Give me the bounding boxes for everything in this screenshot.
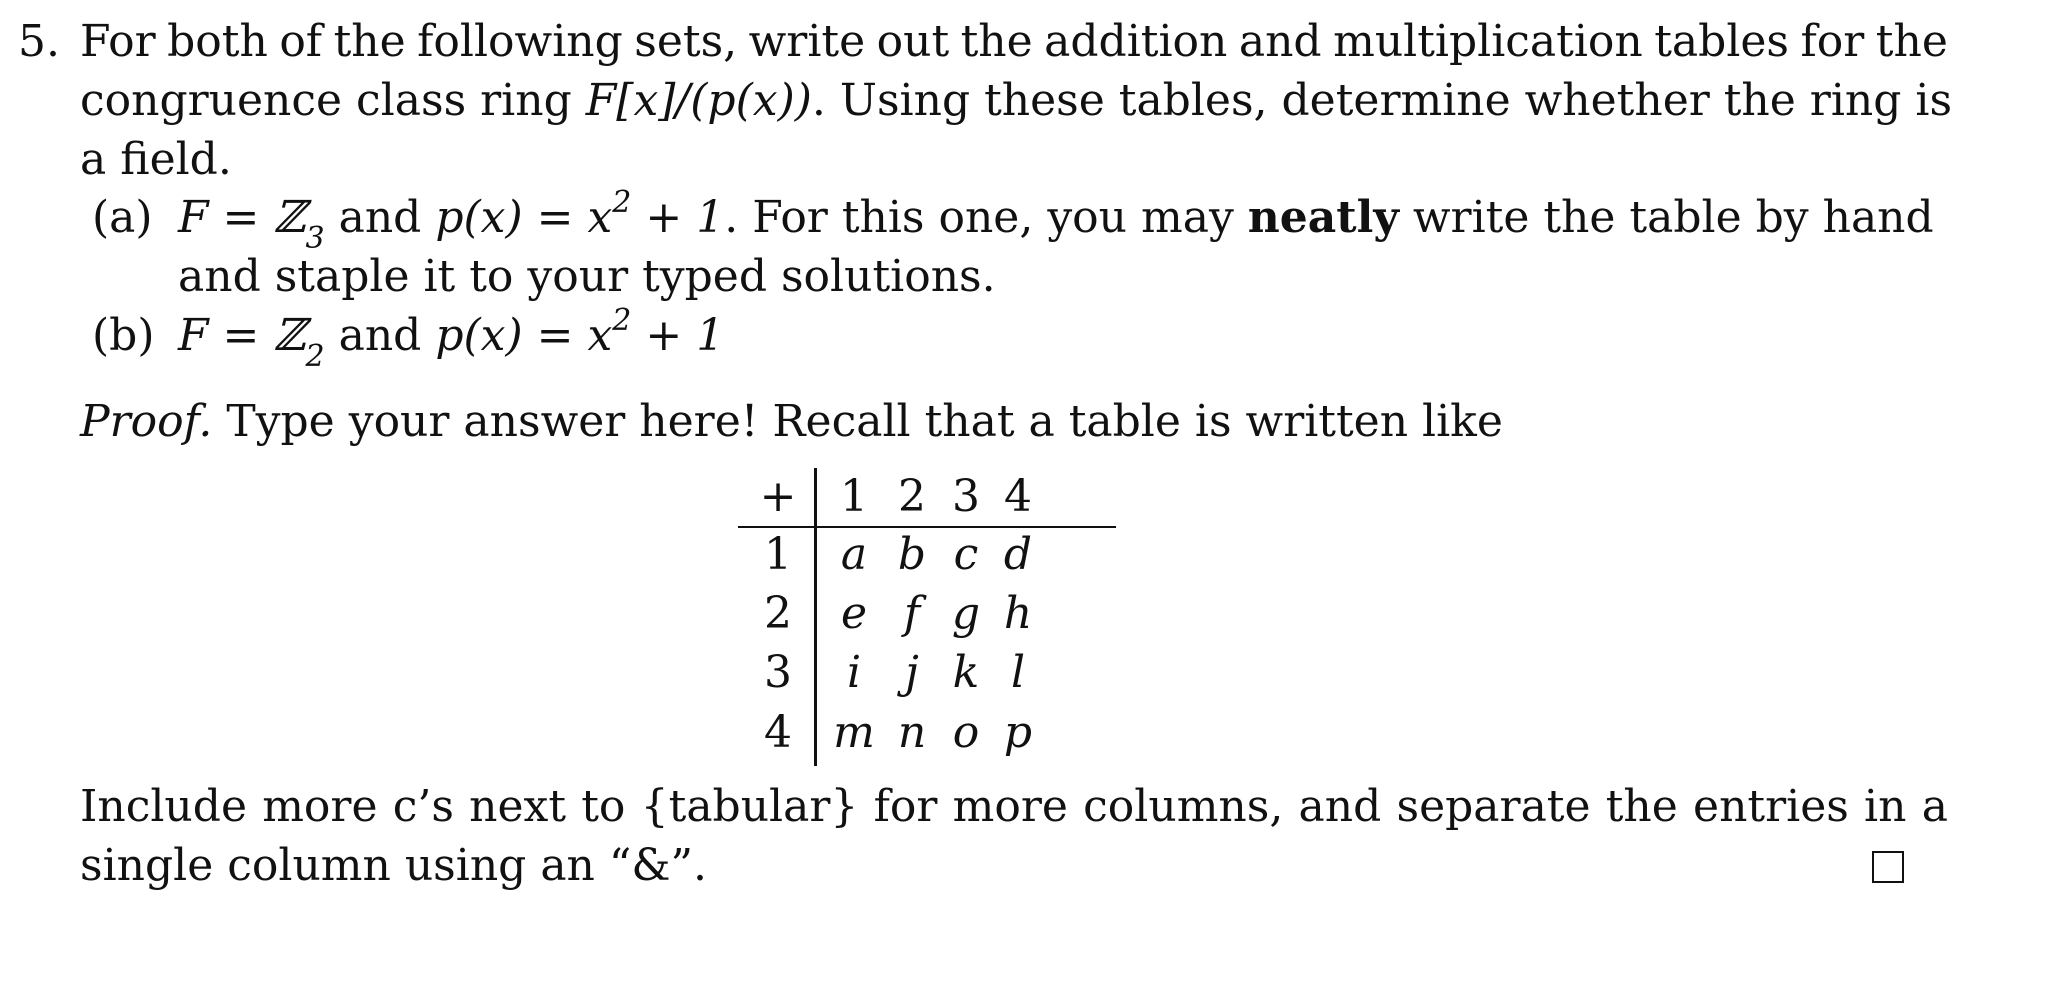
closing-word: to [581, 781, 626, 832]
table-cell: e [840, 588, 868, 639]
table-col-header: 1 [840, 471, 868, 522]
closing-line-2: single column using an “&”. [80, 840, 708, 891]
closing-word: the [1605, 781, 1678, 832]
closing-word: next [469, 781, 567, 832]
part-a-polynomial: $p(x) = x^2 + 1$ [435, 185, 725, 243]
table-cell: c [953, 529, 979, 580]
intro-word: addition [1044, 16, 1228, 67]
table-cell: k [952, 647, 980, 698]
table-cell: j [905, 647, 919, 698]
table-row-header: 1 [764, 529, 792, 580]
intro-word: both [167, 16, 268, 67]
table-cell: o [952, 707, 980, 758]
table-col-header: 4 [1004, 471, 1032, 522]
table-cell: d [1003, 529, 1033, 580]
table-col-header: 3 [952, 471, 980, 522]
intro-word: the [960, 16, 1033, 67]
problem-intro-line-3: a field. [80, 134, 232, 185]
table-cell: l [1010, 647, 1026, 698]
closing-word: for [873, 781, 938, 832]
intro-word: tables [1654, 16, 1790, 67]
closing-word: {tabular} [640, 781, 859, 832]
closing-word: more [262, 781, 378, 832]
intro-text-a: congruence class ring F[x]/(p(x)). Using these tables, determine whether the ring is [80, 75, 1953, 126]
table-row-header: 3 [764, 647, 792, 698]
intro-word: sets, [634, 16, 738, 67]
table-cell: i [846, 647, 862, 698]
table-cell: n [897, 707, 927, 758]
table-cell: b [897, 529, 927, 580]
closing-line-1 [80, 777, 1948, 836]
intro-word: following [417, 16, 623, 67]
intro-word: of [279, 16, 323, 67]
table-cell: f [903, 588, 921, 639]
example-table [738, 468, 1116, 768]
part-a-line-2: and staple it to your typed solutions. [178, 251, 996, 302]
intro-word: For [80, 16, 156, 67]
intro-word: out [876, 16, 950, 67]
closing-word: entries [1693, 781, 1849, 832]
table-cell: g [951, 588, 981, 639]
intro-word: multiplication [1333, 16, 1643, 67]
part-a-field: F = ℤ$_3$ [178, 192, 325, 256]
closing-word: c’s [392, 781, 454, 832]
table-vertical-rule [814, 468, 817, 766]
closing-word: Include [80, 781, 247, 832]
emphasis-neatly: neatly [1247, 192, 1399, 243]
problem-intro-line-1 [80, 12, 1948, 71]
problem-intro-line-2 [80, 71, 1953, 130]
intro-word: write [748, 16, 866, 67]
part-b-polynomial: $p(x) = x^2 + 1$ [435, 303, 725, 361]
table-col-header: 2 [898, 471, 926, 522]
table-corner-plus: + [759, 471, 797, 522]
intro-word: for [1800, 16, 1865, 67]
intro-word: the [1875, 16, 1948, 67]
qed-box-icon [1872, 851, 1904, 883]
closing-word: separate [1396, 781, 1591, 832]
closing-word: in [1864, 781, 1907, 832]
part-a-label: (a) [92, 192, 153, 243]
closing-word: and [1298, 781, 1382, 832]
closing-word: a [1921, 781, 1948, 832]
proof-label: Proof. [80, 396, 213, 447]
closing-word: more [952, 781, 1068, 832]
table-row-header: 4 [764, 707, 792, 758]
closing-word: columns, [1083, 781, 1284, 832]
table-cell: a [840, 529, 868, 580]
part-b-line: F = ℤ$_2$ and $p(x) = x^2 + 1$ [178, 303, 725, 374]
part-a-line-1: F = ℤ$_3$ and $p(x) = x^2 + 1$. For this one, you may neatly write the table by hand [178, 185, 1934, 256]
table-row-header: 2 [764, 588, 792, 639]
proof-text: Type your answer here! Recall that a table is written like [212, 396, 1503, 447]
part-b-label: (b) [92, 310, 155, 361]
proof-line [80, 392, 1503, 451]
intro-word: and [1238, 16, 1322, 67]
part-b-field: F = ℤ$_2$ [178, 310, 325, 374]
table-cell: p [1003, 707, 1033, 758]
table-cell: m [833, 707, 875, 758]
ring-expression: F[x]/(p(x)) [585, 75, 812, 126]
problem-number: 5. [18, 16, 60, 67]
table-cell: h [1003, 588, 1033, 639]
intro-word: the [333, 16, 406, 67]
